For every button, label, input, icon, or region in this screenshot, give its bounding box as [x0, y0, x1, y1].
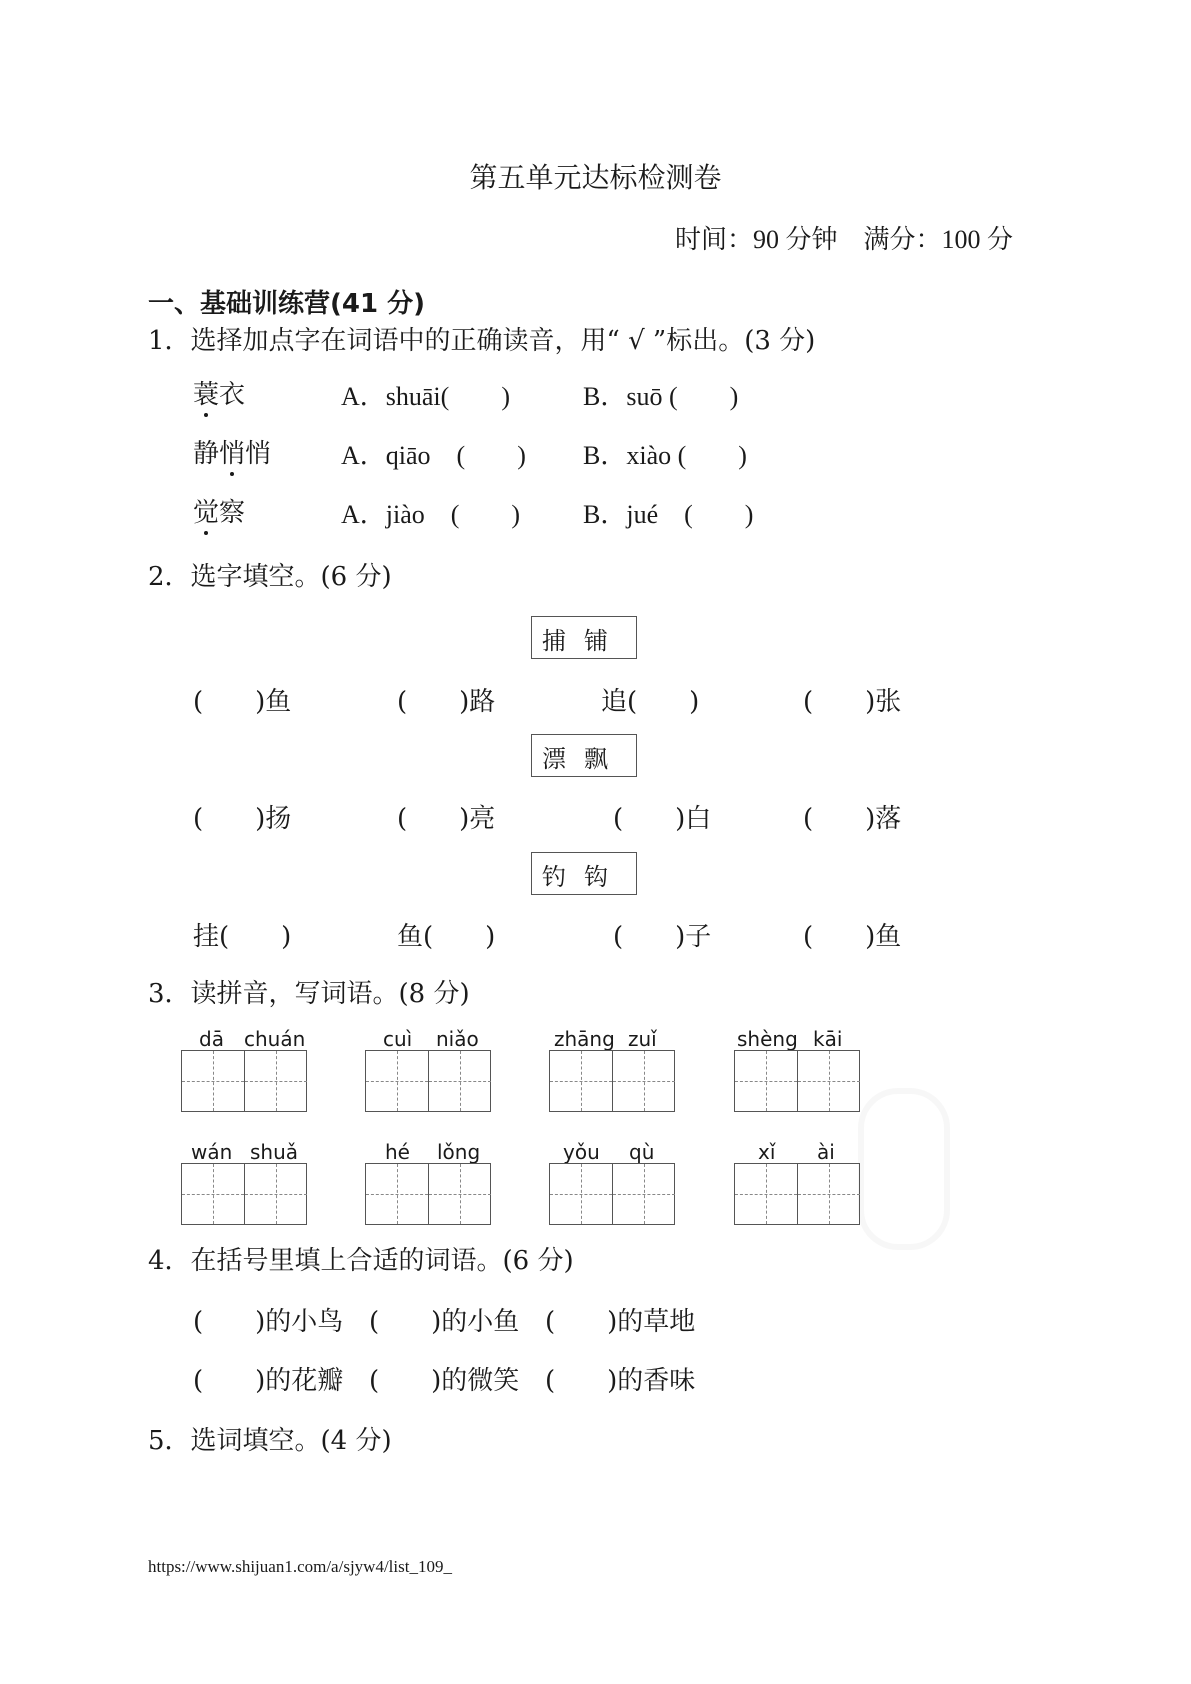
q4-blank: ( )的小鸟 — [193, 1307, 344, 1337]
pinyin: ài — [817, 1140, 835, 1164]
q4-blank: ( )的微笑 — [369, 1366, 520, 1396]
pinyin: dā — [199, 1027, 224, 1051]
question-1-heading: 1．选择加点字在词语中的正确读音，用“ √ ”标出。(3 分) — [148, 326, 816, 356]
choice-box-3: 钓钩 — [531, 852, 637, 895]
footer-url[interactable]: https://www.shijuan1.com/a/sjyw4/list_109_ — [148, 1557, 452, 1576]
pinyin: zhāng — [554, 1027, 615, 1051]
q1-option-b-3: B．jué ( ) — [583, 500, 754, 529]
q1-word-2 — [193, 433, 271, 470]
pinyin: niǎo — [436, 1027, 479, 1051]
choice-box-1: 捕铺 — [531, 616, 637, 659]
writing-grid[interactable] — [181, 1163, 307, 1225]
q4-blank: ( )的花瓣 — [193, 1366, 344, 1396]
word-rest: 察 — [219, 498, 246, 528]
q2-blank: ( )子 — [613, 922, 712, 952]
pinyin: cuì — [383, 1027, 413, 1051]
q2-blank: 鱼( ) — [397, 922, 496, 952]
q2-blank: ( )扬 — [193, 804, 292, 834]
q2-blank: 追( ) — [601, 687, 700, 717]
q2-blank: ( )鱼 — [803, 922, 902, 952]
word-prefix: 静 — [193, 439, 220, 469]
q4-blank: ( )的草地 — [545, 1307, 696, 1337]
q2-blank: ( )鱼 — [193, 687, 292, 717]
q2-blank: ( )路 — [397, 687, 496, 717]
pinyin: yǒu — [563, 1140, 600, 1164]
q1-option-a-2: A．qiāo ( ) — [341, 441, 526, 470]
pinyin: qù — [629, 1140, 655, 1164]
question-4-heading: 4．在括号里填上合适的词语。(6 分) — [148, 1246, 574, 1276]
pinyin: chuán — [244, 1027, 306, 1051]
q1-option-b-1: B．suō ( ) — [583, 382, 739, 411]
q2-blank: 挂( ) — [193, 922, 292, 952]
q1-word-1 — [193, 374, 245, 411]
pinyin: kāi — [813, 1027, 843, 1051]
pinyin: zuǐ — [628, 1027, 657, 1051]
q2-blank: ( )白 — [613, 804, 712, 834]
q1-option-a-1: A．shuāi( ) — [341, 382, 510, 411]
q1-option-a-3: A．jiào ( ) — [341, 500, 521, 529]
writing-grid[interactable] — [549, 1050, 675, 1112]
q1-option-b-2: B．xiào ( ) — [583, 441, 747, 470]
word-rest: 悄 — [245, 439, 272, 469]
pinyin: lǒng — [437, 1140, 481, 1164]
exam-meta: 时间：90 分钟 满分：100 分 — [674, 225, 1013, 254]
dotted-char: 悄 — [219, 433, 245, 470]
writing-grid[interactable] — [734, 1050, 860, 1112]
writing-grid[interactable] — [549, 1163, 675, 1225]
question-3-heading: 3．读拼音，写词语。(8 分) — [148, 979, 470, 1009]
pinyin: hé — [385, 1140, 410, 1164]
pinyin: shèng — [737, 1027, 798, 1051]
writing-grid[interactable] — [181, 1050, 307, 1112]
choice-box-2: 漂飘 — [531, 734, 637, 777]
pinyin: wán — [191, 1140, 233, 1164]
q2-blank: ( )落 — [803, 804, 902, 834]
word-rest: 衣 — [219, 380, 246, 410]
q2-blank: ( )亮 — [397, 804, 496, 834]
pinyin: xǐ — [758, 1140, 776, 1164]
q1-word-3 — [193, 492, 245, 529]
q4-blank: ( )的小鱼 — [369, 1307, 520, 1337]
dotted-char: 蓑 — [193, 374, 219, 411]
watermark — [858, 1088, 950, 1250]
q2-blank: ( )张 — [803, 687, 902, 717]
pinyin: shuǎ — [250, 1140, 299, 1164]
writing-grid[interactable] — [365, 1050, 491, 1112]
page-title: 第五单元达标检测卷 — [469, 161, 722, 194]
question-2-heading: 2．选字填空。(6 分) — [148, 562, 392, 592]
dotted-char: 觉 — [193, 492, 219, 529]
question-5-heading: 5．选词填空。(4 分) — [148, 1426, 392, 1456]
writing-grid[interactable] — [365, 1163, 491, 1225]
writing-grid[interactable] — [734, 1163, 860, 1225]
section-heading: 一、基础训练营(41 分) — [148, 289, 425, 319]
q4-blank: ( )的香味 — [545, 1366, 696, 1396]
